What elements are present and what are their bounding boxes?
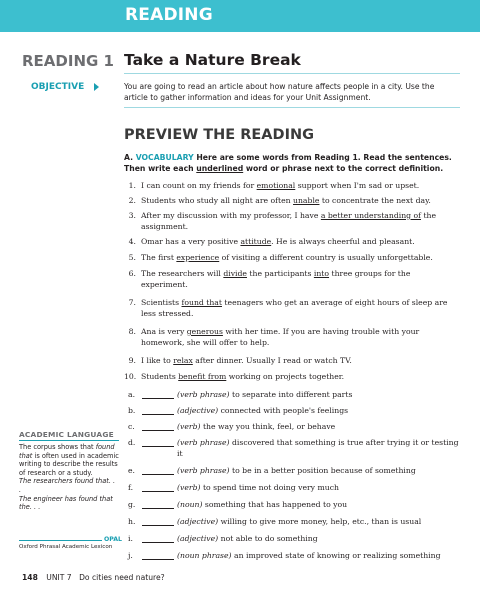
instruction-text-2: word or phrase next to the correct definition. [243,164,444,173]
definition-letter: g. [128,500,136,509]
definition-letter: d. [128,438,136,447]
definition-letter: i. [128,534,133,543]
part-of-speech: (verb phrase) [177,438,230,447]
sentence-number: 7. [128,298,136,307]
sentence-text: the participants [246,269,314,278]
definition-text: to spend time not doing very much [200,483,339,492]
answer-blank[interactable] [142,421,174,431]
vocab-word: benefit from [178,372,227,381]
sentence-text: teenagers who get an average of eight hours of sleep are less stressed. [141,298,448,318]
definition-letter: f. [128,483,134,492]
vocab-word: relax [173,356,193,365]
definition-letter: b. [128,406,136,415]
definition-text: not able to do something [218,534,318,543]
vocab-word: into [313,269,330,278]
vocab-word: a better understanding of [320,211,421,220]
sentence-text: the assignment. [141,211,437,231]
instructions [124,152,459,174]
part-of-speech: (verb phrase) [177,466,230,475]
preview-heading: PREVIEW THE READING [124,127,315,143]
sentence-text: with her time. If you are having trouble with your homework, she will offer to help. [141,327,420,347]
definition-text: connected with people's feelings [218,406,349,415]
part-of-speech: (noun) [177,500,203,509]
definition-text: the way you think, feel, or behave [200,422,336,431]
sentence-number: 8. [128,327,136,336]
sentence-text: After my discussion with my professor, I have [141,211,321,220]
definition-letter: j. [128,551,133,560]
answer-blank[interactable] [142,516,174,526]
arrow-right-icon [94,83,99,91]
answer-blank[interactable] [142,389,174,399]
sentence-number: 1. [128,181,136,190]
vocab-word: divide [223,269,247,278]
sidebar-example: The researchers found that. . . [19,477,116,494]
sentence-text: I like to [141,356,174,365]
sentence-text: The first [141,253,177,262]
sentence-text: to concentrate the next day. [319,196,431,205]
vocab-word: emotional [256,181,296,190]
vocab-word: unable [293,196,320,205]
sentence-number: 9. [128,356,136,365]
sentence-text: I can count on my friends for [141,181,257,190]
sidebar-phrase: found that [19,443,115,460]
definition-letter: c. [128,422,135,431]
answer-blank[interactable] [142,405,174,415]
vocab-word: found that [181,298,222,307]
sentence-number: 10. [124,372,137,381]
answer-blank[interactable] [142,465,174,475]
part-of-speech: (adjective) [177,517,219,526]
opal-subtitle: Oxford Phrasal Academic Lexicon [19,544,113,550]
definition-text: discovered that something is true after trying it or testing it [177,438,459,458]
definition-text: an improved state of knowing or realizing something [231,551,441,560]
part-of-speech: (verb) [177,422,201,431]
definition-letter: e. [128,466,135,475]
vocab-word: attitude [240,237,272,246]
sentence-number: 5. [128,253,136,262]
sentence-text: The researchers will [141,269,224,278]
objective-text: You are going to read an article about how nature affects people in a city. Use the article to gather information and ideas for your Unit Assignment. [124,82,435,102]
definition-text: to be in a better position because of something [229,466,416,475]
page-footer [22,573,165,582]
academic-language-sidebar [19,430,119,512]
definition-text: to separate into different parts [229,390,353,399]
vocab-word: experience [176,253,220,262]
answer-blank[interactable] [142,437,174,447]
sentence-text: Scientists [141,298,182,307]
sentence-number: 6. [128,269,136,278]
part-of-speech: (verb phrase) [177,390,230,399]
sentence-text: Students [141,372,179,381]
definition-letter: a. [128,390,136,399]
objective-label: OBJECTIVE [31,82,85,92]
objective-rule [124,107,460,108]
sidebar-title: ACADEMIC LANGUAGE [19,430,114,439]
sidebar-text: The corpus shows that [19,443,96,451]
unit-label: UNIT 7 [46,573,72,582]
reading-title: Take a Nature Break [124,51,301,69]
sentence-text: three groups for the experiment. [141,269,411,289]
sidebar-text: is often used in academic writing to describe the results of research or a study. [19,451,119,477]
instruction-underlined: underlined [196,164,244,173]
sidebar-body [19,443,119,512]
sidebar-example: The engineer has found that the. . . [19,494,113,512]
vocabulary-label: VOCABULARY [135,153,194,162]
answer-blank[interactable] [142,482,174,492]
instruction-text-1: Here are some words from Reading 1. Read the sentences. Then write each [124,153,452,173]
instruction-letter: A. [124,153,134,162]
sentence-number: 4. [128,237,136,246]
sentence-text: of visiting a different country is usually unforgettable. [219,253,433,262]
banner-title: READING [125,5,213,25]
sentence-text: Ana is very [141,327,187,336]
opal-rule [19,540,102,541]
part-of-speech: (verb) [177,483,201,492]
sentence-text: working on projects together. [226,372,345,381]
sentence-number: 3. [128,211,136,220]
sentence-number: 2. [128,196,136,205]
sentence-text: after dinner. Usually I read or watch TV. [192,356,352,365]
vocab-word: generous [186,327,223,336]
definition-text: something that has happened to you [202,500,348,509]
sentence-text: Students who study all night are often [141,196,294,205]
definition-letter: h. [128,517,136,526]
answer-blank[interactable] [142,550,174,560]
sentence-text: . He is always cheerful and pleasant. [271,237,415,246]
unit-question: Do cities need nature? [79,573,165,582]
definition-text: willing to give more money, help, etc., than is usual [218,517,422,526]
reading-label: READING 1 [22,52,114,70]
sentence-text: support when I'm sad or upset. [295,181,420,190]
answer-blank[interactable] [142,499,174,509]
sidebar-rule [19,440,119,441]
part-of-speech: (noun phrase) [177,551,232,560]
opal-label: OPAL [104,536,122,543]
page-number: 148 [22,573,38,582]
title-rule [124,73,460,74]
part-of-speech: (adjective) [177,534,219,543]
part-of-speech: (adjective) [177,406,219,415]
answer-blank[interactable] [142,533,174,543]
sentence-text: Omar has a very positive [141,237,241,246]
section-banner [0,0,480,32]
